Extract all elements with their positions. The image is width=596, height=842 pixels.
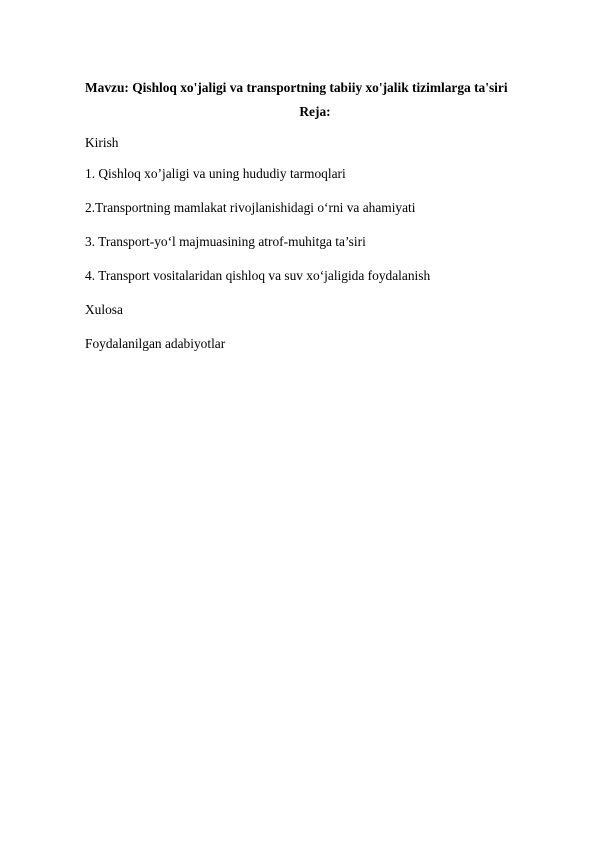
list-item-conclusion: Xulosa <box>85 302 123 317</box>
list-item-3: 3. Transport-yo‘l majmuasining atrof-muhitga ta’siri <box>85 234 366 249</box>
list-item-references: Foydalanilgan adabiyotlar <box>85 336 226 351</box>
list-item-2: 2.Transportning mamlakat rivojlanishidagi o‘rni va ahamiyati <box>85 200 416 215</box>
list-item-4: 4. Transport vositalaridan qishloq va suv xo‘jaligida foydalanish <box>85 268 431 283</box>
list-item-1: 1. Qishloq xo’jaligi va uning hududiy tarmoqlari <box>85 166 346 181</box>
document-title: Mavzu: Qishloq xo'jaligi va transportning tabiiy xo'jalik tizimlarga ta'siri <box>85 80 508 95</box>
plan-heading: Reja: <box>299 104 331 119</box>
list-item-introduction: Kirish <box>85 135 119 150</box>
